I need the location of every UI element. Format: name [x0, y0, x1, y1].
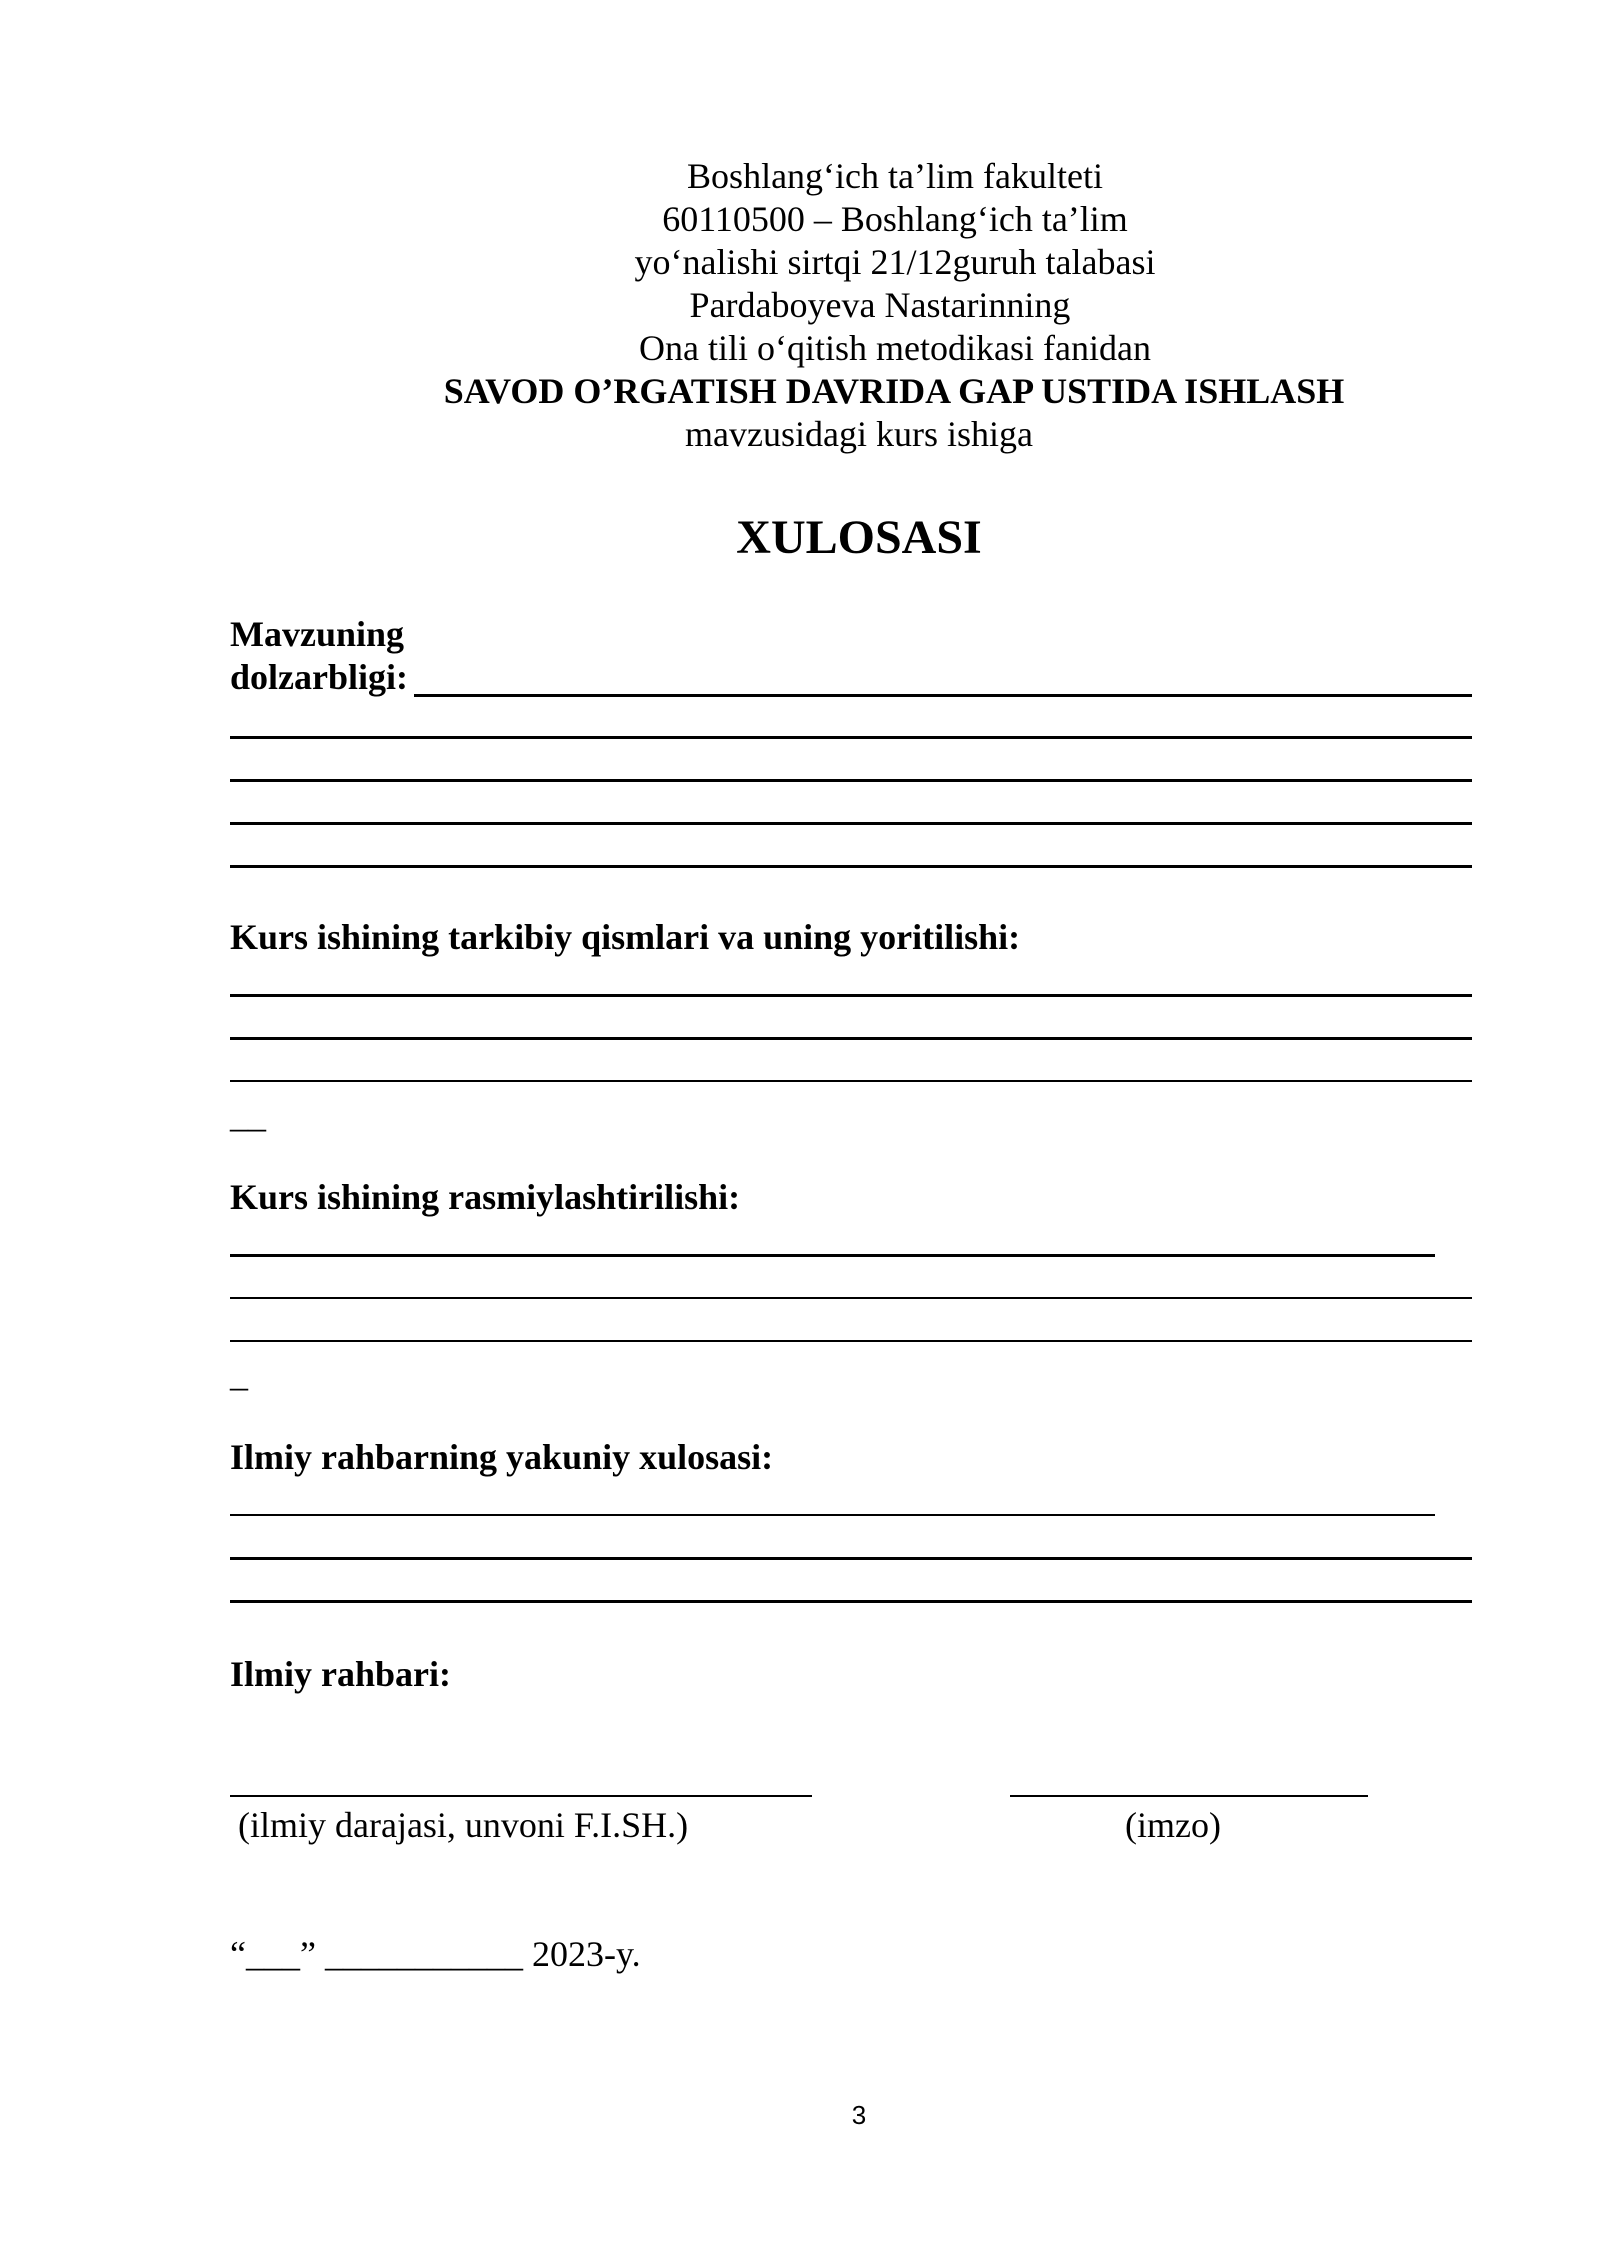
formatting-fill-line[interactable]	[230, 1297, 1472, 1299]
subject-name: Ona tili o‘qitish metodikasi fanidan	[639, 328, 1151, 368]
relevance-fill-line[interactable]	[414, 694, 1472, 697]
student-group: yo‘nalishi sirtqi 21/12guruh talabasi	[634, 242, 1156, 282]
formatting-fill-line[interactable]	[230, 1340, 1472, 1342]
formatting-label: Kurs ishining rasmiylashtirilishi:	[230, 1177, 741, 1217]
structure-fill-line[interactable]	[230, 994, 1472, 997]
document-title: XULOSASI	[736, 511, 982, 564]
relevance-fill-line[interactable]	[230, 865, 1472, 868]
structure-label: Kurs ishining tarkibiy qismlari va uning yoritilishi:	[230, 917, 1021, 957]
supervisor-label: Ilmiy rahbari:	[230, 1654, 451, 1694]
conclusion-fill-line[interactable]	[230, 1514, 1435, 1516]
relevance-label-line2: dolzarbligi:	[230, 657, 408, 697]
program-code: 60110500 – Boshlang‘ich ta’lim	[662, 199, 1128, 239]
structure-fill-line[interactable]	[230, 1037, 1472, 1040]
formatting-trailing-dash: _	[230, 1354, 248, 1394]
relevance-fill-line[interactable]	[230, 779, 1472, 782]
structure-trailing-dash: __	[230, 1095, 266, 1135]
course-work-topic: SAVOD O’RGATISH DAVRIDA GAP USTIDA ISHLASH	[443, 371, 1345, 411]
relevance-label-line1: Mavzuning	[230, 614, 405, 654]
relevance-fill-line[interactable]	[230, 822, 1472, 825]
student-name: Pardaboyeva Nastarinning	[689, 285, 1071, 325]
page-number: 3	[851, 2100, 867, 2130]
conclusion-fill-line[interactable]	[230, 1557, 1472, 1560]
supervisor-name-line[interactable]	[230, 1795, 812, 1797]
signature-caption: (imzo)	[1125, 1805, 1221, 1845]
supervisor-signature-line[interactable]	[1010, 1795, 1368, 1797]
conclusion-fill-line[interactable]	[230, 1600, 1472, 1603]
topic-suffix: mavzusidagi kurs ishiga	[685, 414, 1033, 454]
faculty-name: Boshlang‘ich ta’lim fakulteti	[687, 156, 1103, 196]
conclusion-label: Ilmiy rahbarning yakuniy xulosasi:	[230, 1437, 774, 1477]
name-caption: (ilmiy darajasi, unvoni F.I.SH.)	[238, 1805, 689, 1845]
structure-fill-line[interactable]	[230, 1080, 1472, 1082]
relevance-fill-line[interactable]	[230, 736, 1472, 739]
date-line[interactable]: “___” ___________ 2023-y.	[230, 1934, 641, 1974]
formatting-fill-line[interactable]	[230, 1254, 1435, 1257]
